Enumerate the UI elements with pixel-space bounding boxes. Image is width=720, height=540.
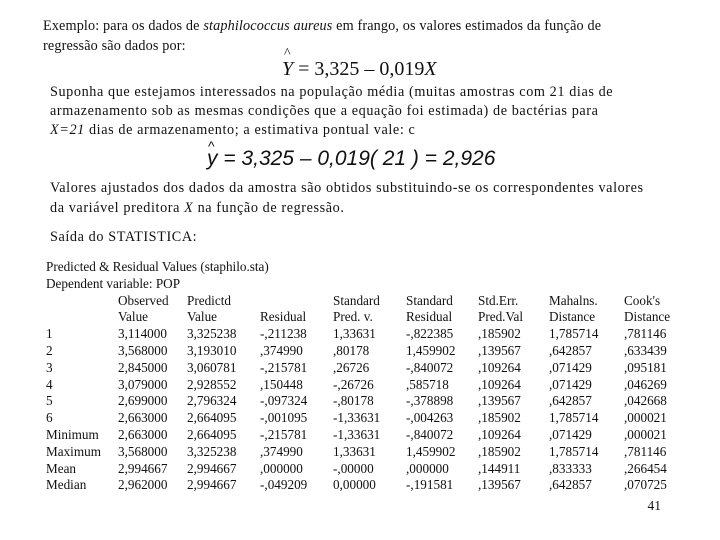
- header-cell: Standard: [333, 292, 380, 308]
- table-cell: ,150448: [260, 376, 303, 392]
- row-label: 3: [46, 359, 53, 375]
- row-label: 2: [46, 342, 53, 358]
- y-hat-symbol: ^ y: [207, 147, 218, 171]
- table-cell: 2,664095: [187, 426, 237, 442]
- table-cell: ,185902: [478, 443, 521, 459]
- table-cell: 2,796324: [187, 393, 237, 409]
- table-cell: 2,994667: [118, 460, 168, 476]
- header-cell: Standard: [406, 292, 453, 308]
- predictor-variable: X: [184, 200, 194, 216]
- header-row-2: [46, 309, 671, 326]
- table-cell: ,185902: [478, 410, 521, 426]
- table-cell: -,001095: [260, 410, 308, 426]
- table-row: [46, 359, 667, 377]
- header-row-1: [46, 292, 661, 310]
- row-label: Maximum: [46, 443, 101, 459]
- table-row: [46, 443, 667, 461]
- row-label: Minimum: [46, 426, 99, 442]
- suppose-line-1: Suponha que estejamos interessados na população média (muitas amostras com 21 dias de: [50, 84, 614, 100]
- table-cell: 1,459902: [406, 443, 456, 459]
- table-cell: ,185902: [478, 326, 521, 342]
- header-cell: Cook's: [624, 292, 661, 308]
- table-cell: -,378898: [406, 393, 454, 409]
- table-cell: 3,568000: [118, 342, 168, 358]
- table-cell: 2,962000: [118, 477, 168, 493]
- species-name: staphilococcus aureus: [203, 18, 333, 34]
- header-cell: Pred. v.: [333, 309, 373, 325]
- page-number: 41: [647, 498, 661, 513]
- fitted-text-end: na função de regressão.: [193, 200, 345, 216]
- table-cell: -,26726: [333, 376, 374, 392]
- table-cell: ,642857: [549, 477, 592, 493]
- table-cell: ,585718: [406, 376, 449, 392]
- table-cell: -,215781: [260, 359, 308, 375]
- table-cell: ,642857: [549, 342, 592, 358]
- table-cell: 2,845000: [118, 359, 168, 375]
- table-cell: 2,928552: [187, 376, 237, 392]
- table-cell: ,000021: [624, 410, 667, 426]
- table-cell: ,071429: [549, 376, 592, 392]
- table-cell: 2,663000: [118, 426, 168, 442]
- table-cell: 3,568000: [118, 443, 168, 459]
- intro-line-1: [43, 17, 601, 36]
- header-cell: Value: [187, 309, 218, 325]
- table-cell: 0,00000: [333, 477, 376, 493]
- table-body: [46, 326, 667, 494]
- table-cell: ,000000: [406, 460, 449, 476]
- table-cell: 1,785714: [549, 326, 599, 342]
- table-cell: 2,699000: [118, 393, 168, 409]
- table-title: Predicted & Residual Values (staphilo.sta): [46, 259, 269, 274]
- table-row: [46, 326, 667, 343]
- table-cell: -,840072: [406, 426, 454, 442]
- table-cell: -,004263: [406, 410, 454, 426]
- output-label: Saída do STATISTICA:: [50, 229, 198, 245]
- table-cell: ,833333: [549, 460, 592, 476]
- table-cell: -,097324: [260, 393, 308, 409]
- table-cell: ,071429: [549, 359, 592, 375]
- table-cell: ,139567: [478, 342, 521, 358]
- table-cell: 1,785714: [549, 410, 599, 426]
- row-label: 4: [46, 376, 53, 392]
- table-cell: ,374990: [260, 443, 303, 459]
- row-label: 6: [46, 410, 53, 426]
- suppose-line-3: [50, 121, 415, 140]
- table-cell: -,191581: [406, 477, 454, 493]
- intro-text-end: em frango, os valores estimados da função de: [332, 18, 602, 34]
- row-label: 5: [46, 393, 53, 409]
- fitted-text: da variável preditora: [50, 200, 185, 216]
- regression-equation: [282, 58, 437, 81]
- dependent-variable: Dependent variable: POP: [46, 275, 181, 291]
- table-row: [46, 376, 667, 394]
- table-row: [46, 426, 667, 444]
- table-cell: 3,325238: [187, 326, 237, 342]
- header-cell: Distance: [549, 309, 596, 325]
- point-estimate-equation: [207, 147, 495, 171]
- table-cell: -,215781: [260, 426, 308, 442]
- table-cell: -,211238: [260, 326, 307, 342]
- intro-text: Exemplo: para os dados de: [43, 18, 204, 34]
- table-cell: ,266454: [624, 460, 667, 476]
- table-cell: 2,663000: [118, 410, 168, 426]
- table-row: [46, 460, 667, 478]
- table-cell: 3,079000: [118, 376, 168, 392]
- table-cell: 3,060781: [187, 359, 237, 375]
- row-label: Median: [46, 477, 87, 493]
- table-cell: ,633439: [624, 342, 667, 358]
- table-cell: 1,785714: [549, 443, 599, 459]
- table-cell: ,109264: [478, 376, 521, 392]
- table-cell: -,80178: [333, 393, 374, 409]
- table-cell: ,139567: [478, 477, 521, 493]
- residuals-table: [46, 259, 671, 494]
- header-cell: Pred.Val: [478, 309, 524, 325]
- table-cell: ,000000: [260, 460, 303, 476]
- table-cell: ,80178: [333, 342, 370, 358]
- row-label: 1: [46, 326, 53, 342]
- table-cell: -1,33631: [333, 410, 381, 426]
- equation-rhs: = 3,325 – 0,019: [293, 58, 425, 80]
- fitted-line-1: Valores ajustados dos dados da amostra são obtidos substituindo-se os correspondentes valores: [50, 180, 644, 196]
- header-cell: Residual: [260, 309, 307, 325]
- table-row: [46, 477, 667, 494]
- table-cell: -1,33631: [333, 426, 381, 442]
- table-cell: ,109264: [478, 359, 521, 375]
- suppose-line-2: armazenamento sob as mesmas condições que a equação foi estimada) de bactérias para: [50, 103, 599, 119]
- table-cell: ,071429: [549, 426, 592, 442]
- table-cell: ,144911: [478, 460, 521, 476]
- table-cell: -,840072: [406, 359, 454, 375]
- header-cell: Std.Err.: [478, 292, 519, 308]
- header-cell: Mahalns.: [549, 292, 598, 308]
- table-cell: 1,33631: [333, 443, 376, 459]
- table-cell: ,374990: [260, 342, 303, 358]
- table-cell: 3,114000: [118, 326, 167, 342]
- table-cell: 1,459902: [406, 342, 456, 358]
- table-cell: ,070725: [624, 477, 667, 493]
- header-cell: Residual: [406, 309, 453, 325]
- table-cell: -,049209: [260, 477, 308, 493]
- header-cell: Observed: [118, 292, 169, 308]
- table-row: [46, 342, 667, 360]
- table-cell: ,046269: [624, 376, 667, 392]
- header-cell: Value: [118, 309, 149, 325]
- table-cell: 3,325238: [187, 443, 237, 459]
- x-value: X=21: [50, 122, 85, 138]
- intro-line-2: regressão são dados por:: [43, 38, 186, 54]
- header-cell: Predictd: [187, 292, 231, 308]
- table-cell: ,000021: [624, 426, 667, 442]
- row-label: Mean: [46, 460, 77, 476]
- table-cell: ,26726: [333, 359, 370, 375]
- table-cell: ,139567: [478, 393, 521, 409]
- table-cell: -,822385: [406, 326, 454, 342]
- table-row: [46, 393, 667, 410]
- y-hat-symbol: ^ Y: [282, 58, 293, 81]
- table-cell: 1,33631: [333, 326, 376, 342]
- table-cell: ,109264: [478, 426, 521, 442]
- table-cell: ,781146: [624, 443, 667, 459]
- table-cell: ,781146: [624, 326, 667, 342]
- table-cell: 3,193010: [187, 342, 237, 358]
- table-cell: 2,994667: [187, 477, 237, 493]
- table-cell: ,642857: [549, 393, 592, 409]
- header-cell: Distance: [624, 309, 671, 325]
- table-cell: ,042668: [624, 393, 667, 409]
- table-cell: -,00000: [333, 460, 374, 476]
- table-cell: ,095181: [624, 359, 667, 375]
- table-cell: 2,994667: [187, 460, 237, 476]
- table-cell: 2,664095: [187, 410, 237, 426]
- fitted-line-2: [50, 199, 345, 218]
- table-row: [46, 410, 667, 427]
- suppose-text: dias de armazenamento; a estimativa pontual vale: c: [84, 122, 416, 138]
- equation-variable: X: [424, 58, 437, 80]
- estimate-rhs: = 3,325 – 0,019( 21 ) = 2,926: [217, 147, 496, 170]
